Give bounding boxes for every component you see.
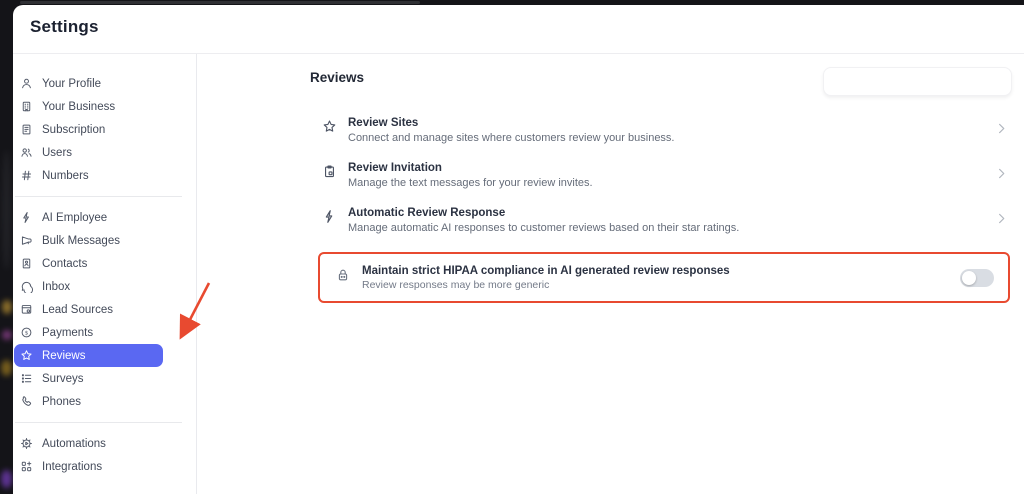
sidebar-item-label: Contacts [42,257,88,270]
chat-bubble-icon [20,280,33,293]
invoice-icon [20,123,33,136]
sidebar-item-lead-sources[interactable] [14,298,163,321]
sidebar-item-label: Integrations [42,460,103,473]
sidebar-item-label: Your Profile [42,77,102,90]
sidebar-item-label: Bulk Messages [42,234,120,247]
row-description: Manage automatic AI responses to customer reviews based on their star ratings. [348,222,740,234]
phone-icon [20,395,33,408]
background-remnant [2,150,11,270]
sidebar-item-ai-employee[interactable] [14,206,163,229]
row-title: Automatic Review Response [348,207,506,219]
sidebar-item-label: Inbox [42,280,71,293]
automatic-review-response-row[interactable] [322,206,1009,235]
sidebar-item-label: Surveys [42,372,84,385]
list-icon [20,372,33,385]
sidebar-item-integrations[interactable] [14,455,163,478]
user-icon [20,77,33,90]
sidebar-item-label: Phones [42,395,82,408]
review-sites-row[interactable] [322,116,1009,145]
sidebar-item-label: AI Employee [42,211,108,224]
building-icon [20,100,33,113]
skeleton-placeholder [823,67,1012,96]
sidebar-item-users[interactable] [14,141,163,164]
chevron-right-icon [994,121,1009,141]
sidebar-item-label: Automations [42,437,106,450]
star-icon [322,116,337,139]
background-remnant [2,330,12,340]
sidebar-item-surveys[interactable] [14,367,163,390]
sidebar-item-label: Subscription [42,123,106,136]
page-title: Settings [30,17,99,36]
sidebar-item-label: Reviews [42,349,86,362]
hash-icon [20,169,33,182]
row-description: Connect and manage sites where customers review your business. [348,132,675,144]
sidebar-item-contacts[interactable] [14,252,163,275]
sidebar-item-label: Users [42,146,73,159]
hipaa-description: Review responses may be more generic [362,278,550,291]
toggle-knob [962,271,976,285]
review-invitation-row[interactable] [322,161,1009,190]
hipaa-compliance-row [320,254,1008,301]
bolt-icon [322,206,337,229]
sidebar-item-payments[interactable] [14,321,163,344]
sidebar-item-bulk-messages[interactable] [14,229,163,252]
star-icon [20,349,33,362]
sidebar-item-reviews[interactable] [14,344,163,367]
content-heading: Reviews [310,70,365,85]
sidebar-item-label: Lead Sources [42,303,113,316]
dollar-circle-icon [20,326,33,339]
hipaa-toggle[interactable] [960,269,994,287]
chevron-right-icon [994,211,1009,231]
sidebar-item-phones[interactable] [14,390,163,413]
megaphone-icon [20,234,33,247]
gear-play-icon [20,437,33,450]
divider [15,196,182,197]
sidebar-item-label: Payments [42,326,94,339]
row-title: Review Invitation [348,162,442,174]
row-description: Manage the text messages for your review invites. [348,177,593,189]
sidebar-item-numbers[interactable] [14,164,163,187]
svg-text:$: $ [24,330,29,337]
contact-card-icon [20,257,33,270]
settings-panel [13,5,1024,494]
sidebar-item-label: Your Business [42,100,116,113]
background-remnant [20,1,420,4]
clipboard-icon [322,161,337,184]
divider [15,422,182,423]
background-remnant [1,360,12,376]
chevron-right-icon [994,166,1009,186]
hipaa-annotation-box [318,252,1010,303]
sidebar-item-your-profile[interactable] [14,72,163,95]
browser-icon [20,303,33,316]
sidebar-item-inbox[interactable] [14,275,163,298]
background-remnant [2,300,12,314]
sidebar-item-automations[interactable] [14,432,163,455]
sidebar-item-label: Numbers [42,169,89,182]
users-icon [20,146,33,159]
background-remnant [1,470,12,488]
lock-icon [335,267,351,288]
settings-sidebar [13,54,197,494]
row-title: Review Sites [348,117,419,129]
hipaa-title: Maintain strict HIPAA compliance in AI generated review responses [362,264,730,277]
sidebar-item-your-business[interactable] [14,95,163,118]
grid-plus-icon [20,460,33,473]
bolt-icon [20,211,33,224]
sidebar-item-subscription[interactable] [14,118,163,141]
